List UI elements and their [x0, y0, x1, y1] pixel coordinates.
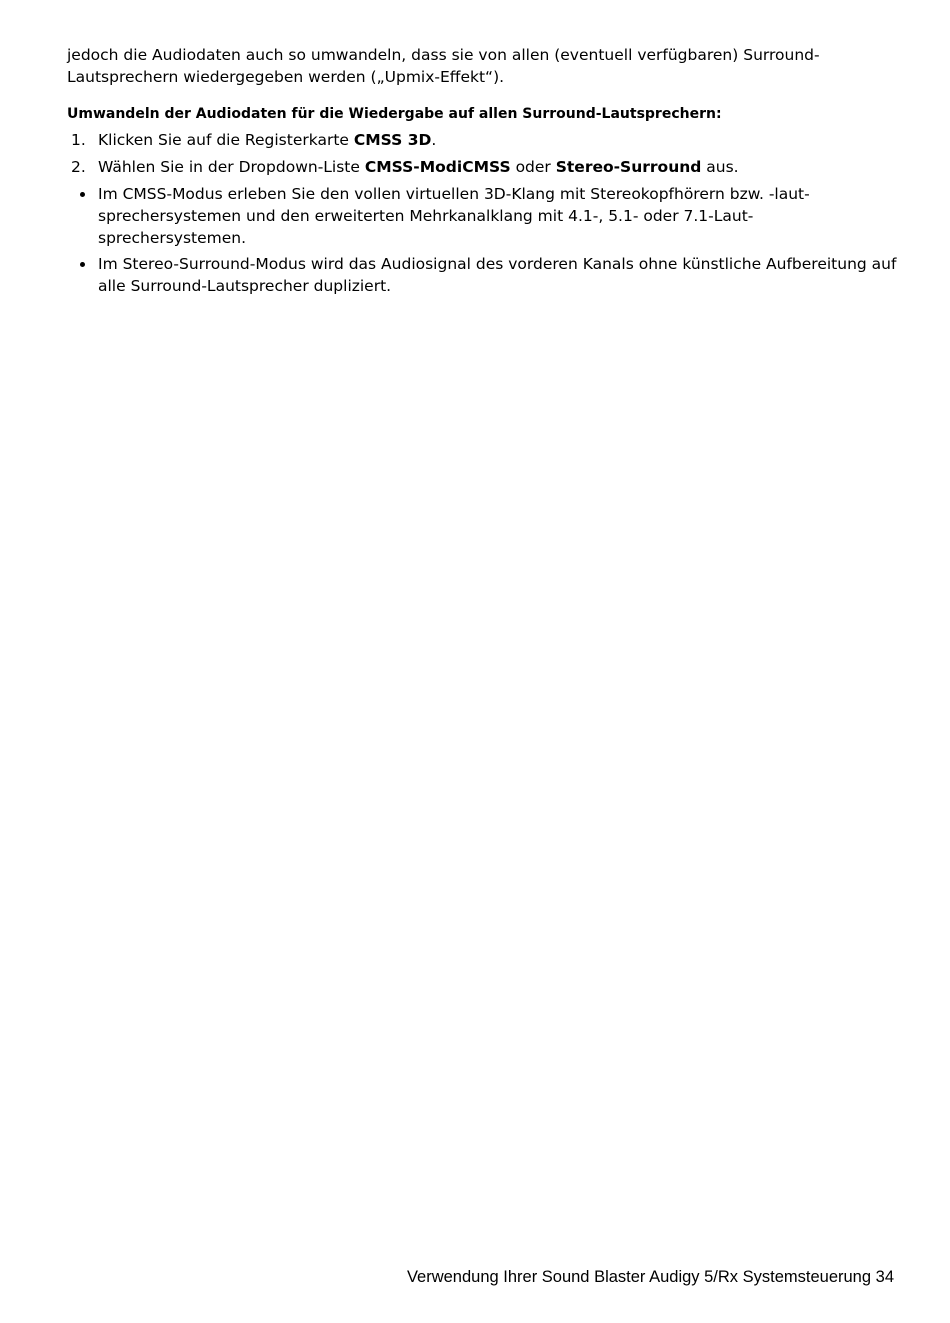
step-item [67, 156, 897, 178]
intro-paragraph: jedoch die Audiodaten auch so umwandeln, dass sie von allen (eventuell verfügbaren) Surround-Lautsprechern wiedergegeben werden („Upmix-Effekt“). [67, 46, 820, 86]
tab-name-cmss-3d: CMSS 3D [353, 131, 432, 149]
step-text-part: Wählen Sie in der Dropdown-Liste [98, 158, 365, 176]
step-text-part: aus. [701, 158, 739, 176]
option-cmss-modi: CMSS-ModiCMSS [364, 158, 511, 176]
step-text [98, 156, 739, 178]
bullet-icon [67, 253, 98, 297]
footer-title: Verwendung Ihrer Sound Blaster Audigy 5/Rx Systemsteuerung [406, 1268, 872, 1286]
bullet-icon [67, 183, 98, 249]
page-footer [407, 1266, 894, 1288]
option-stereo-surround: Stereo-Surround [555, 158, 702, 176]
page-content [67, 44, 897, 301]
bullet-list [67, 183, 897, 297]
step-number: 2. [71, 158, 86, 176]
step-text-part: . [431, 131, 437, 149]
step-number: 1. [71, 131, 86, 149]
step-item [67, 129, 897, 151]
section-heading: Umwandeln der Audiodaten für die Wiedergabe auf allen Surround-Lautsprechern: [67, 106, 722, 122]
bullet-text: Im CMSS-Modus erleben Sie den vollen virtuellen 3D-Klang mit Stereokopfhörern bzw. -laut-sprechersystemen und den erweiterten Mehrkanalklang mit 4.1-, 5.1- oder 7.1-Laut-sprechersystemen. [98, 185, 810, 247]
list-item [67, 183, 897, 249]
steps-list [67, 129, 897, 178]
step-text [98, 129, 436, 151]
step-text-part: Klicken Sie auf die Registerkarte [98, 131, 354, 149]
list-item [67, 253, 897, 297]
bullet-text: Im Stereo-Surround-Modus wird das Audiosignal des vorderen Kanals ohne künstliche Aufbereitung auf alle Surround-Lautsprecher dupliziert. [98, 255, 897, 295]
step-text-part: oder [510, 158, 556, 176]
page-number: 34 [875, 1268, 894, 1286]
